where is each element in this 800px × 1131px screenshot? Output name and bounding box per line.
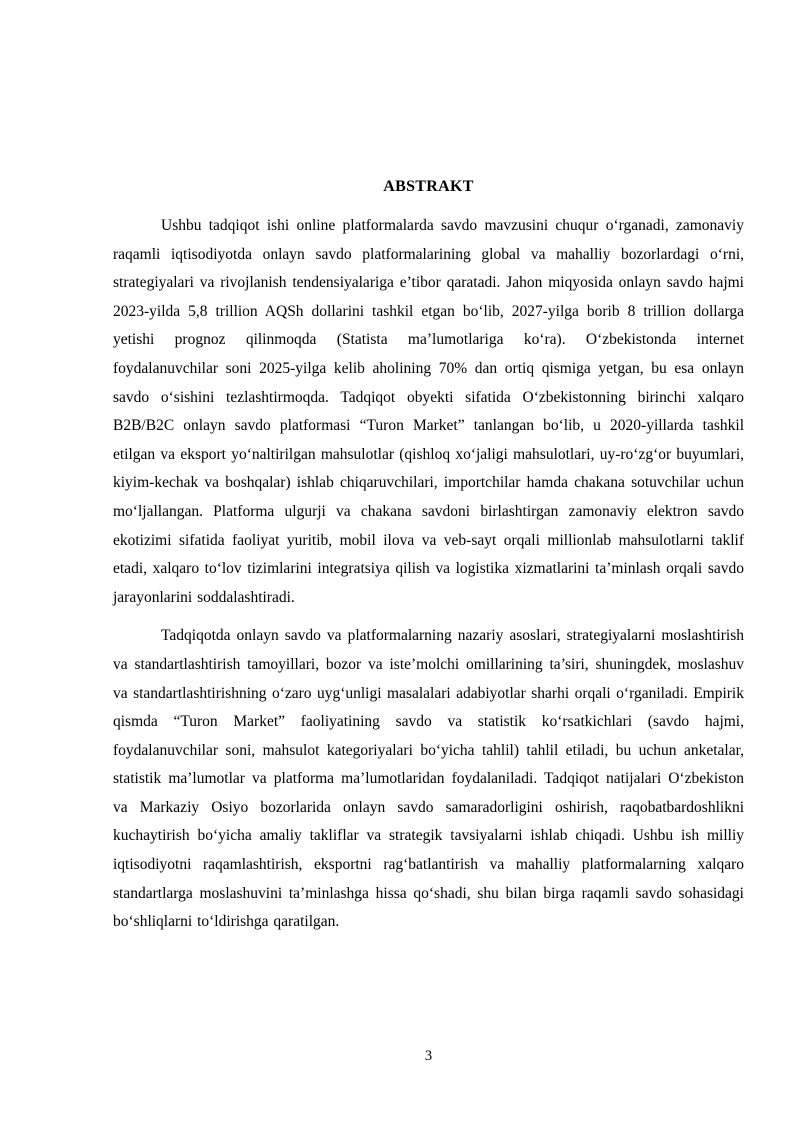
document-body xyxy=(113,212,744,937)
page-number: 3 xyxy=(424,1048,433,1064)
paragraph: Ushbu tadqiqot ishi online platformalarda savdo mavzusini chuqur o‘rganadi, zamonaviy raqamli iqtisodiyotda onlayn savdo platformalarining global va mahalliy bozorlardagi o‘rni, strategiyalari va rivojlanish tendensiyalariga e’tibor qaratadi. Jahon miqyosida onlayn savdo hajmi 2023-yilda 5,8 trillion AQSh dollarini tashkil etgan bo‘lib, 2027-yilga borib 8 trillion dollarga yetishi prognoz qilinmoqda (Statista ma’lumotlariga ko‘ra). O‘zbekistonda internet foydalanuvchilar soni 2025-yilga kelib aholining 70% dan ortiq qismiga yetgan, bu esa onlayn savdo o‘sishini tezlashtirmoqda. Tadqiqot obyekti sifatida O‘zbekistonning birinchi xalqaro B2B/B2C onlayn savdo platformasi “Turon Market” tanlangan bo‘lib, u 2020-yillarda tashkil etilgan va eksport yo‘naltirilgan mahsulotlar (qishloq xo‘jaligi mahsulotlari, uy-ro‘zg‘or buyumlari, kiyim-kechak va boshqalar) ishlab chiqaruvchilari, importchilar hamda chakana sotuvchilar uchun mo‘ljallangan. Platforma ulgurji va chakana savdoni birlashtirgan zamonaviy elektron savdo ekotizimi sifatida faoliyat yuritib, mobil ilova va veb-sayt orqali millionlab mahsulotlarni taklif etadi, xalqaro to‘lov tizimlarini integratsiya qilish va logistika xizmatlarini ta’minlash orqali savdo jarayonlarini soddalashtiradi. xyxy=(113,217,744,606)
page-title: ABSTRAKT xyxy=(383,178,474,195)
paragraph: Tadqiqotda onlayn savdo va platformalarning nazariy asoslari, strategiyalarni moslashtirish va standartlashtirish tamoyillari, bozor va iste’molchi omillarining ta’siri, shuningdek, moslashuv va standartlashtirishning o‘zaro uyg‘unligi masalalari adabiyotlar sharhi orqali o‘rganiladi. Empirik qismda “Turon Market” faoliyatining savdo va statistik ko‘rsatkichlari (savdo hajmi, foydalanuvchilar soni, mahsulot kategoriyalari bo‘yicha tahlil) tahlil etiladi, bu uchun anketalar, statistik ma’lumotlar va platforma ma’lumotlaridan foydalaniladi. Tadqiqot natijalari O‘zbekiston va Markaziy Osiyo bozorlarida onlayn savdo samaradorligini oshirish, raqobatbardoshlikni kuchaytirish bo‘yicha amaliy takliflar va strategik tavsiyalarni ishlab chiqadi. Ushbu ish milliy iqtisodiyotni raqamlashtirish, eksportni rag‘batlantirish va mahalliy platformalarning xalqaro standartlarga moslashuvini ta’minlashga hissa qo‘shadi, shu bilan birga raqamli savdo sohasidagi bo‘shliqlarni to‘ldirishga qaratilgan. xyxy=(113,627,744,931)
